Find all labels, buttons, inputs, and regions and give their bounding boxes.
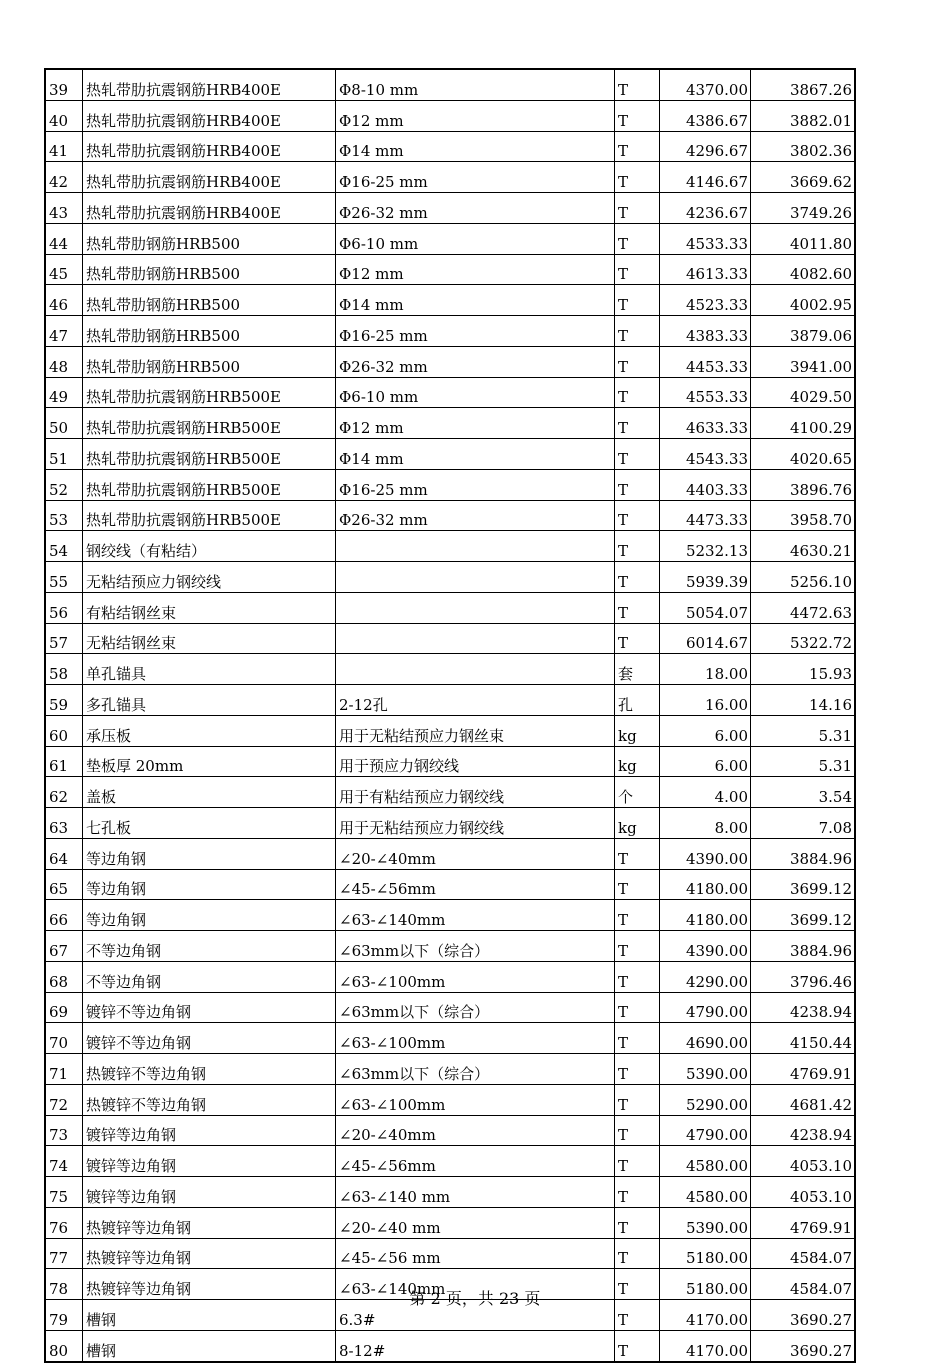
material-name-cell: 热轧带肋钢筋HRB500 [83,254,336,285]
material-name-cell: 热轧带肋钢筋HRB500 [83,285,336,316]
material-name-cell: 热镀锌不等边角钢 [83,1054,336,1085]
price-without-tax-cell: 15.93 [751,654,856,685]
price-with-tax-cell: 4296.67 [660,131,751,162]
specification-cell [336,562,615,593]
specification-cell: ∠63mm以下（综合） [336,992,615,1023]
table-row [45,746,855,777]
material-name-cell: 不等边角钢 [83,931,336,962]
material-name-cell: 热轧带肋抗震钢筋HRB400E [83,162,336,193]
material-name-cell: 热轧带肋抗震钢筋HRB500E [83,408,336,439]
material-name-cell: 热轧带肋抗震钢筋HRB400E [83,69,336,100]
specification-cell: 用于有粘结预应力钢绞线 [336,777,615,808]
table-row [45,316,855,347]
row-number-cell: 48 [45,346,83,377]
price-with-tax-cell: 6.00 [660,715,751,746]
unit-cell: 套 [615,654,660,685]
material-name-cell: 钢绞线（有粘结） [83,531,336,562]
row-number-cell: 41 [45,131,83,162]
row-number-cell: 68 [45,961,83,992]
table-row [45,408,855,439]
unit-cell: T [615,1207,660,1238]
row-number-cell: 46 [45,285,83,316]
specification-cell: ∠63-∠140mm [336,900,615,931]
price-with-tax-cell: 4.00 [660,777,751,808]
specification-cell: 2-12孔 [336,685,615,716]
specification-cell [336,623,615,654]
specification-cell [336,654,615,685]
table-row [45,992,855,1023]
table-row [45,1054,855,1085]
price-with-tax-cell: 4453.33 [660,346,751,377]
material-name-cell: 七孔板 [83,808,336,839]
unit-cell: T [615,131,660,162]
specification-cell: Φ16-25 mm [336,469,615,500]
price-with-tax-cell: 18.00 [660,654,751,685]
table-row [45,838,855,869]
material-name-cell: 等边角钢 [83,869,336,900]
table-row [45,1177,855,1208]
unit-cell: T [615,931,660,962]
material-name-cell: 多孔锚具 [83,685,336,716]
price-with-tax-cell: 5180.00 [660,1269,751,1300]
price-without-tax-cell: 4769.91 [751,1054,856,1085]
price-without-tax-cell: 4681.42 [751,1084,856,1115]
price-with-tax-cell: 5390.00 [660,1207,751,1238]
unit-cell: T [615,377,660,408]
unit-cell: T [615,500,660,531]
specification-cell: ∠45-∠56mm [336,869,615,900]
unit-cell: T [615,1238,660,1269]
price-with-tax-cell: 5939.39 [660,562,751,593]
price-with-tax-cell: 6014.67 [660,623,751,654]
table-row [45,377,855,408]
table-row [45,469,855,500]
table-row [45,654,855,685]
price-with-tax-cell: 5232.13 [660,531,751,562]
specification-cell: Φ12 mm [336,100,615,131]
specification-cell: 用于无粘结预应力钢绞线 [336,808,615,839]
price-with-tax-cell: 4580.00 [660,1177,751,1208]
material-name-cell: 单孔锚具 [83,654,336,685]
table-row [45,808,855,839]
price-without-tax-cell: 4100.29 [751,408,856,439]
price-without-tax-cell: 3882.01 [751,100,856,131]
price-without-tax-cell: 14.16 [751,685,856,716]
price-without-tax-cell: 3699.12 [751,900,856,931]
specification-cell: Φ6-10 mm [336,223,615,254]
specification-cell: Φ6-10 mm [336,377,615,408]
material-name-cell: 热轧带肋抗震钢筋HRB500E [83,469,336,500]
table-row [45,869,855,900]
row-number-cell: 43 [45,193,83,224]
material-name-cell: 热镀锌等边角钢 [83,1238,336,1269]
unit-cell: T [615,100,660,131]
price-with-tax-cell: 4370.00 [660,69,751,100]
price-without-tax-cell: 4472.63 [751,592,856,623]
unit-cell: kg [615,808,660,839]
price-with-tax-cell: 4543.33 [660,439,751,470]
price-without-tax-cell: 4769.91 [751,1207,856,1238]
material-name-cell: 热轧带肋钢筋HRB500 [83,316,336,347]
table-row [45,69,855,100]
unit-cell: T [615,254,660,285]
material-name-cell: 不等边角钢 [83,961,336,992]
row-number-cell: 40 [45,100,83,131]
price-with-tax-cell: 4580.00 [660,1146,751,1177]
table-row [45,531,855,562]
row-number-cell: 77 [45,1238,83,1269]
price-with-tax-cell: 5290.00 [660,1084,751,1115]
specification-cell: ∠63mm以下（综合） [336,1054,615,1085]
unit-cell: T [615,592,660,623]
row-number-cell: 66 [45,900,83,931]
price-table [44,68,856,1363]
table-row [45,623,855,654]
price-without-tax-cell: 3.54 [751,777,856,808]
price-without-tax-cell: 5256.10 [751,562,856,593]
table-row [45,100,855,131]
price-without-tax-cell: 5.31 [751,746,856,777]
row-number-cell: 56 [45,592,83,623]
unit-cell: T [615,285,660,316]
price-without-tax-cell: 4002.95 [751,285,856,316]
material-name-cell: 热轧带肋抗震钢筋HRB400E [83,131,336,162]
specification-cell: ∠45-∠56mm [336,1146,615,1177]
price-without-tax-cell: 4029.50 [751,377,856,408]
material-name-cell: 热轧带肋钢筋HRB500 [83,346,336,377]
price-with-tax-cell: 4690.00 [660,1023,751,1054]
table-row [45,254,855,285]
table-row [45,1115,855,1146]
price-without-tax-cell: 3749.26 [751,193,856,224]
price-with-tax-cell: 4170.00 [660,1330,751,1361]
specification-cell: Φ14 mm [336,285,615,316]
row-number-cell: 67 [45,931,83,962]
table-row [45,1330,855,1361]
material-name-cell: 盖板 [83,777,336,808]
material-name-cell: 等边角钢 [83,900,336,931]
table-row [45,346,855,377]
specification-cell: 8-12# [336,1330,615,1361]
price-with-tax-cell: 4146.67 [660,162,751,193]
table-row [45,562,855,593]
table-row [45,1084,855,1115]
row-number-cell: 55 [45,562,83,593]
row-number-cell: 71 [45,1054,83,1085]
material-name-cell: 有粘结钢丝束 [83,592,336,623]
unit-cell: T [615,1054,660,1085]
price-without-tax-cell: 5.31 [751,715,856,746]
price-with-tax-cell: 4403.33 [660,469,751,500]
price-without-tax-cell: 4584.07 [751,1269,856,1300]
row-number-cell: 78 [45,1269,83,1300]
specification-cell: Φ8-10 mm [336,69,615,100]
material-name-cell: 槽钢 [83,1300,336,1331]
unit-cell: T [615,408,660,439]
material-name-cell: 热轧带肋抗震钢筋HRB500E [83,439,336,470]
table-row [45,1238,855,1269]
price-without-tax-cell: 3884.96 [751,931,856,962]
specification-cell: ∠63-∠140 mm [336,1177,615,1208]
price-with-tax-cell: 4170.00 [660,1300,751,1331]
material-name-cell: 热轧带肋抗震钢筋HRB500E [83,377,336,408]
row-number-cell: 57 [45,623,83,654]
unit-cell: T [615,1269,660,1300]
table-row [45,500,855,531]
row-number-cell: 63 [45,808,83,839]
row-number-cell: 76 [45,1207,83,1238]
table-row [45,592,855,623]
unit-cell: T [615,961,660,992]
row-number-cell: 62 [45,777,83,808]
price-without-tax-cell: 3699.12 [751,869,856,900]
material-name-cell: 垫板厚 20mm [83,746,336,777]
price-with-tax-cell: 4390.00 [660,838,751,869]
price-without-tax-cell: 7.08 [751,808,856,839]
row-number-cell: 51 [45,439,83,470]
row-number-cell: 80 [45,1330,83,1361]
price-with-tax-cell: 4523.33 [660,285,751,316]
price-without-tax-cell: 4630.21 [751,531,856,562]
material-name-cell: 热轧带肋抗震钢筋HRB400E [83,193,336,224]
unit-cell: T [615,346,660,377]
price-without-tax-cell: 3941.00 [751,346,856,377]
unit-cell: 孔 [615,685,660,716]
table-row [45,900,855,931]
price-without-tax-cell: 4150.44 [751,1023,856,1054]
row-number-cell: 79 [45,1300,83,1331]
price-without-tax-cell: 4053.10 [751,1177,856,1208]
material-name-cell: 热镀锌等边角钢 [83,1269,336,1300]
unit-cell: kg [615,715,660,746]
row-number-cell: 45 [45,254,83,285]
material-name-cell: 镀锌不等边角钢 [83,992,336,1023]
row-number-cell: 60 [45,715,83,746]
row-number-cell: 52 [45,469,83,500]
table-row [45,193,855,224]
row-number-cell: 73 [45,1115,83,1146]
row-number-cell: 65 [45,869,83,900]
price-with-tax-cell: 5054.07 [660,592,751,623]
price-with-tax-cell: 8.00 [660,808,751,839]
table-row [45,1023,855,1054]
row-number-cell: 61 [45,746,83,777]
price-with-tax-cell: 4533.33 [660,223,751,254]
price-without-tax-cell: 4011.80 [751,223,856,254]
specification-cell: ∠63-∠100mm [336,1084,615,1115]
price-with-tax-cell: 4290.00 [660,961,751,992]
table-row [45,162,855,193]
table-row [45,439,855,470]
unit-cell: T [615,623,660,654]
unit-cell: T [615,531,660,562]
specification-cell: 6.3# [336,1300,615,1331]
unit-cell: T [615,162,660,193]
price-with-tax-cell: 4790.00 [660,1115,751,1146]
unit-cell: T [615,900,660,931]
price-without-tax-cell: 3796.46 [751,961,856,992]
price-without-tax-cell: 4020.65 [751,439,856,470]
price-with-tax-cell: 4390.00 [660,931,751,962]
row-number-cell: 39 [45,69,83,100]
table-row [45,285,855,316]
specification-cell: ∠20-∠40mm [336,838,615,869]
price-without-tax-cell: 3867.26 [751,69,856,100]
specification-cell: Φ26-32 mm [336,193,615,224]
row-number-cell: 53 [45,500,83,531]
material-name-cell: 镀锌等边角钢 [83,1177,336,1208]
price-with-tax-cell: 4180.00 [660,869,751,900]
material-name-cell: 无粘结钢丝束 [83,623,336,654]
price-with-tax-cell: 4180.00 [660,900,751,931]
price-with-tax-cell: 5180.00 [660,1238,751,1269]
specification-cell: ∠20-∠40mm [336,1115,615,1146]
specification-cell [336,592,615,623]
unit-cell: T [615,1115,660,1146]
table-row [45,961,855,992]
price-with-tax-cell: 4553.33 [660,377,751,408]
unit-cell: T [615,469,660,500]
unit-cell: T [615,439,660,470]
table-row [45,685,855,716]
unit-cell: T [615,69,660,100]
unit-cell: T [615,1146,660,1177]
table-row [45,715,855,746]
row-number-cell: 54 [45,531,83,562]
material-name-cell: 等边角钢 [83,838,336,869]
table-row [45,1207,855,1238]
specification-cell: ∠45-∠56 mm [336,1238,615,1269]
unit-cell: T [615,838,660,869]
row-number-cell: 75 [45,1177,83,1208]
specification-cell: Φ16-25 mm [336,316,615,347]
specification-cell: Φ12 mm [336,408,615,439]
row-number-cell: 49 [45,377,83,408]
material-name-cell: 镀锌等边角钢 [83,1115,336,1146]
table-row [45,1146,855,1177]
price-without-tax-cell: 4082.60 [751,254,856,285]
unit-cell: T [615,1300,660,1331]
row-number-cell: 74 [45,1146,83,1177]
material-name-cell: 槽钢 [83,1330,336,1361]
price-without-tax-cell: 5322.72 [751,623,856,654]
unit-cell: 个 [615,777,660,808]
specification-cell: Φ14 mm [336,131,615,162]
price-without-tax-cell: 3884.96 [751,838,856,869]
specification-cell [336,531,615,562]
price-without-tax-cell: 3690.27 [751,1300,856,1331]
price-with-tax-cell: 4383.33 [660,316,751,347]
unit-cell: T [615,992,660,1023]
price-with-tax-cell: 4790.00 [660,992,751,1023]
price-table-body [45,69,855,1362]
table-row [45,777,855,808]
price-without-tax-cell: 3958.70 [751,500,856,531]
unit-cell: T [615,1084,660,1115]
table-row [45,931,855,962]
page-number: 第 2 页，共 23 页 [409,1289,541,1308]
table-row [45,223,855,254]
price-with-tax-cell: 4633.33 [660,408,751,439]
price-with-tax-cell: 4473.33 [660,500,751,531]
unit-cell: T [615,316,660,347]
specification-cell: Φ12 mm [336,254,615,285]
specification-cell: ∠63-∠100mm [336,961,615,992]
unit-cell: kg [615,746,660,777]
specification-cell: Φ26-32 mm [336,346,615,377]
material-name-cell: 热轧带肋抗震钢筋HRB400E [83,100,336,131]
specification-cell: Φ16-25 mm [336,162,615,193]
unit-cell: T [615,193,660,224]
unit-cell: T [615,869,660,900]
price-with-tax-cell: 4386.67 [660,100,751,131]
material-name-cell: 镀锌不等边角钢 [83,1023,336,1054]
specification-cell: 用于预应力钢绞线 [336,746,615,777]
unit-cell: T [615,562,660,593]
row-number-cell: 59 [45,685,83,716]
specification-cell: ∠63-∠100mm [336,1023,615,1054]
price-without-tax-cell: 3802.36 [751,131,856,162]
unit-cell: T [615,223,660,254]
material-name-cell: 承压板 [83,715,336,746]
price-with-tax-cell: 4236.67 [660,193,751,224]
row-number-cell: 64 [45,838,83,869]
price-with-tax-cell: 16.00 [660,685,751,716]
price-without-tax-cell: 4238.94 [751,992,856,1023]
material-name-cell: 镀锌等边角钢 [83,1146,336,1177]
material-name-cell: 无粘结预应力钢绞线 [83,562,336,593]
price-without-tax-cell: 4584.07 [751,1238,856,1269]
row-number-cell: 72 [45,1084,83,1115]
specification-cell: ∠20-∠40 mm [336,1207,615,1238]
specification-cell: ∠63-∠140mm [336,1269,615,1300]
row-number-cell: 42 [45,162,83,193]
specification-cell: Φ14 mm [336,439,615,470]
material-name-cell: 热轧带肋抗震钢筋HRB500E [83,500,336,531]
material-name-cell: 热轧带肋钢筋HRB500 [83,223,336,254]
unit-cell: T [615,1023,660,1054]
table-row [45,131,855,162]
row-number-cell: 44 [45,223,83,254]
price-with-tax-cell: 6.00 [660,746,751,777]
specification-cell: Φ26-32 mm [336,500,615,531]
specification-cell: ∠63mm以下（综合） [336,931,615,962]
material-name-cell: 热镀锌等边角钢 [83,1207,336,1238]
price-without-tax-cell: 4238.94 [751,1115,856,1146]
row-number-cell: 70 [45,1023,83,1054]
price-with-tax-cell: 4613.33 [660,254,751,285]
price-without-tax-cell: 4053.10 [751,1146,856,1177]
price-without-tax-cell: 3879.06 [751,316,856,347]
row-number-cell: 69 [45,992,83,1023]
price-with-tax-cell: 5390.00 [660,1054,751,1085]
price-without-tax-cell: 3690.27 [751,1330,856,1361]
row-number-cell: 58 [45,654,83,685]
row-number-cell: 50 [45,408,83,439]
specification-cell: 用于无粘结预应力钢丝束 [336,715,615,746]
material-name-cell: 热镀锌不等边角钢 [83,1084,336,1115]
price-without-tax-cell: 3896.76 [751,469,856,500]
unit-cell: T [615,1177,660,1208]
price-without-tax-cell: 3669.62 [751,162,856,193]
row-number-cell: 47 [45,316,83,347]
unit-cell: T [615,1330,660,1361]
